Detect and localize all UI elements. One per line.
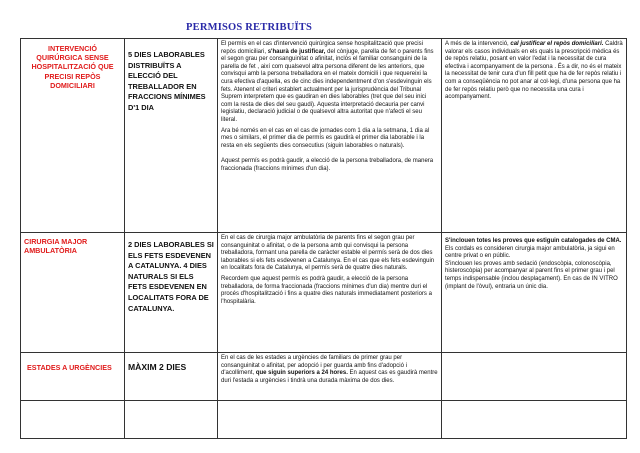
permit-description <box>218 39 441 178</box>
permit-note-cell <box>442 353 627 401</box>
table-row <box>21 39 627 233</box>
desc-text-bold: que siguin superiors a 24 hores. <box>255 370 348 377</box>
desc-paragraph: Ara bé només en el cas en el cas de jornades com 1 dia a la setmana, 1 dia al mes o similars, el primer dia de permís es gaudirà el primer dia laborable i la resta en els següents dies consecutius (siguin laborables o naturals). <box>221 127 430 149</box>
permit-duration-cell <box>125 39 218 233</box>
permit-description-cell <box>218 353 442 401</box>
permit-name-cell <box>21 353 125 401</box>
desc-text-bold: s'haurà de justificar, <box>267 48 326 55</box>
permit-description <box>218 233 441 310</box>
permit-note <box>442 233 626 295</box>
permits-table <box>20 38 627 439</box>
permit-duration: 2 DIES LABORABLES SI ELS FETS ESDEVENEN A CATALUNYA. 4 DIES NATURALS SI ELS FETS ESDEVENEN EN LOCALITATS FORA DE CATALUNYA. <box>128 240 214 313</box>
permit-name-cell <box>21 39 125 233</box>
permit-note-cell <box>442 233 627 353</box>
desc-paragraph: Recordem que aquest permís es podrà gaudir, a elecció de la persona treballadora, de forma fraccionada (fraccions mínimes d'un dia) mentre duri el procés d'hospitalització i fins a quatre dies naturals immediatament posteriors a l'hospitalària. <box>221 275 432 305</box>
permit-name: ESTADES A URGÈNCIES <box>27 363 112 372</box>
permit-duration-cell <box>125 233 218 353</box>
desc-text: El permís en el cas d'intervenció quirúrgica sense hospitalització que precisi repòs domiciliari, <box>221 41 423 55</box>
desc-paragraph: Aquest permís es podrà gaudir, a elecció de la persona treballadora, de manera fraccionada (fraccions mínimes d'un dia). <box>221 158 434 172</box>
desc-text: En aquest cas es gaudirà mentre duri l'estada a urgències i tindrà una durada màxima de dos dies. <box>221 370 438 384</box>
permit-duration: 5 DIES LABORABLES DISTRIBUÏTS A ELECCIÓ DEL TREBALLADOR EN FRACCIONS MÍNIMES D'1 DIA <box>128 50 206 112</box>
empty-cell <box>218 401 442 439</box>
note-text: Caldrà valorar els casos individuals en els quals la prescripció mèdica és de repòs relatiu, posant en valor l'edat i la necessitat de cura efectiva i acompanyament de la persona . És a dir, no és el mateix la necessitat de tenir cura d'un fill petit que ha de fer repòs relatiu i com a conseqüència no pot anar al col·legi, d'una persona que ha de fer repòs relatiu però que no necessita una cura i acompanyament. <box>445 41 623 101</box>
note-text-emphasis: cal justificar el repòs domiciliari. <box>510 41 604 47</box>
note-text: Els cordals es consideren cirurgia major ambulatòria, ja sigui en centre privat o en públic. <box>445 245 615 260</box>
permit-description-cell <box>218 233 442 353</box>
note-paragraph: S'inclouen les proves amb sedació (endoscòpia, colonoscòpia, histeroscòpia) per acompanyar al parent fins el primer grau i pel temps indispensable (inclou desplaçament). En cas de IN VITRO (implant de l'òvul), entraria un únic dia. <box>445 260 618 290</box>
table-row-empty <box>21 401 627 439</box>
note-text-bold: S'inclouen totes les proves que estiguin catalogades de CMA. <box>445 238 622 244</box>
table-row <box>21 353 627 401</box>
permit-duration: MÀXIM 2 DIES <box>128 362 187 372</box>
permit-duration-cell <box>125 353 218 401</box>
empty-cell <box>442 401 627 439</box>
permit-description-cell <box>218 39 442 233</box>
empty-cell <box>21 401 125 439</box>
note-text: A més de la intervenció, <box>445 41 511 47</box>
table-row <box>21 233 627 353</box>
permit-name-cell <box>21 233 125 353</box>
desc-text: del cònjuge, parella de fet o parents fins el segon grau per consanguinitat o afinitat, inclòs el familiar consanguini de la parella de fet , així com qualsevol altra persona diferent de les anteriors, que convisqui amb la persona treballadora en el mateix domicili i que requereixi la cura efectiva d'aquella, es de cinc dies independentment d'on s'esdevinguin els fets. Atenent el criteri establert actualment per la jurisprudència del Tribunal Suprem interpretem que es gaudiran en dies laborables (tret que del seu inici com la resta de dies del seu gaudi). Aquesta interpretació decauria per canvi legislatiu, declaració judicial o de qualsevol altra autoritat que n'afecti el seu literal. <box>221 48 434 123</box>
empty-cell <box>125 401 218 439</box>
desc-paragraph: En el cas de cirurgia major ambulatòria de parents fins el segon grau per consanguinitat o afinitat, o de la persona amb qui convisqui la persona treballadora, formant una parella de caràcter estable el permís serà de dos dies laborables si els fets esdevenen a Catalunya. En el cas que els fets esdevinguin en localitats fora de Catalunya, el permís serà de quatre dies naturals. <box>221 235 435 272</box>
permit-note <box>442 39 626 106</box>
desc-text: En el cas de les estades a urgències de familiars de primer grau per consanguinitat o afinitat, per adopció i per guarda amb fins d'adopció i d'acolliment, <box>221 355 407 377</box>
permit-note-cell <box>442 39 627 233</box>
permit-description <box>218 353 441 389</box>
page-title: PERMISOS RETRIBUÏTS <box>186 22 313 33</box>
permit-name: CIRURGIA MAJOR AMBULATÒRIA <box>24 237 88 256</box>
permit-name: INTERVENCIÓ QUIRÚRGICA SENSE HOSPITALITZACIÓ QUE PRECISI REPÒS DOMICILIARI <box>31 44 114 90</box>
